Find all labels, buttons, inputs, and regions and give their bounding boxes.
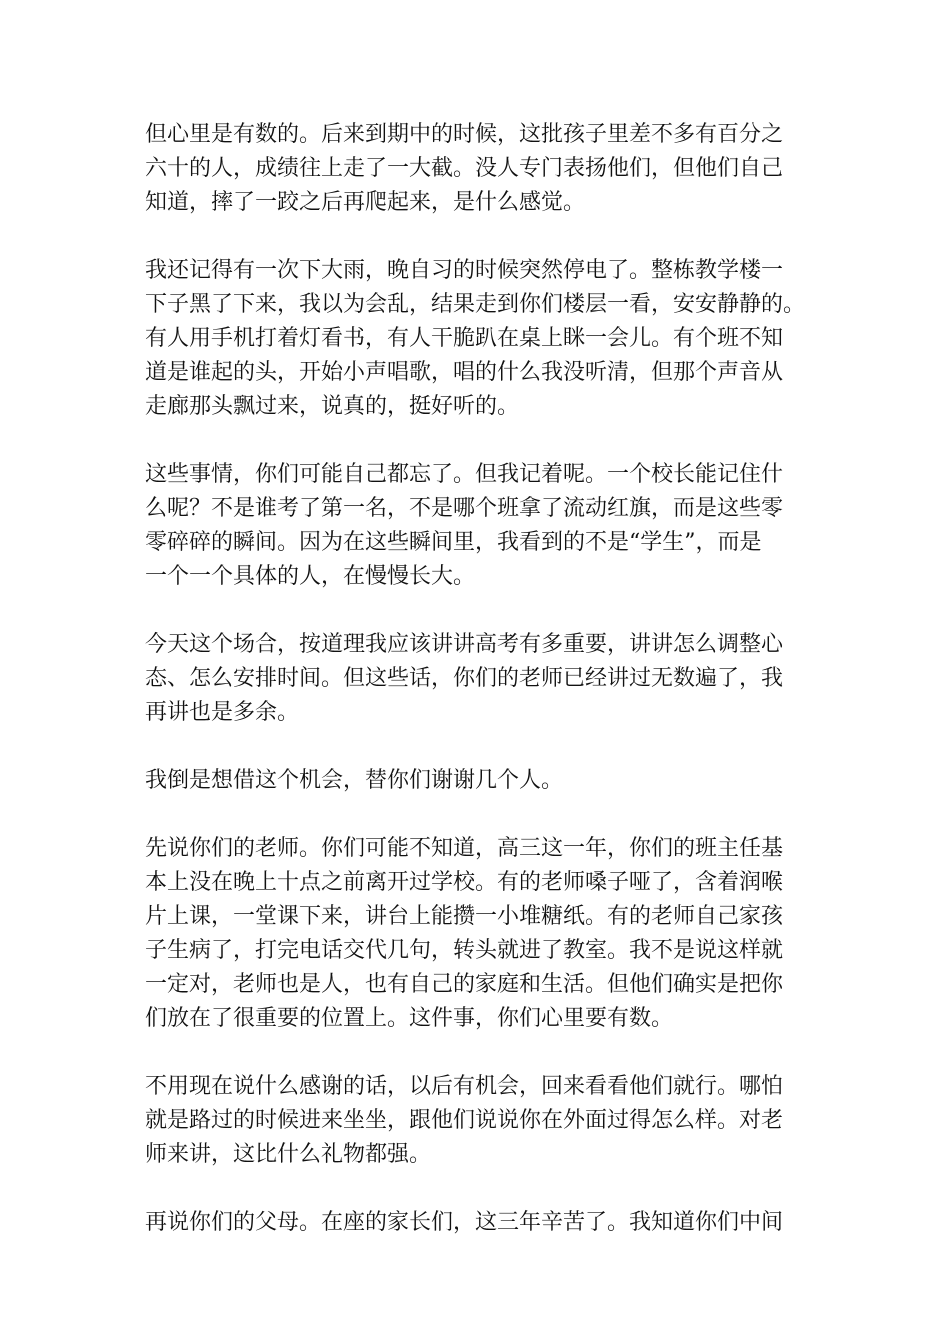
paragraph [145, 628, 805, 730]
paragraph-line: 们放在了很重要的位置上。这件事，你们心里要有数。 [145, 1006, 674, 1031]
paragraph-line: 么呢？不是谁考了第一名，不是哪个班拿了流动红旗，而是这些零 [145, 496, 784, 521]
paragraph-line: 先说你们的老师。你们可能不知道，高三这一年，你们的班主任基 [145, 836, 784, 861]
paragraph-line: 我倒是想借这个机会，替你们谢谢几个人。 [145, 768, 564, 793]
paragraph-line: 再说你们的父母。在座的家长们，这三年辛苦了。我知道你们中间 [145, 1210, 784, 1235]
paragraph [145, 1070, 805, 1172]
paragraph-line: 下子黑了下来，我以为会乱，结果走到你们楼层一看，安安静静的。 [145, 292, 806, 317]
paragraph-line: 子生病了，打完电话交代几句，转头就进了教室。我不是说这样就 [145, 938, 784, 963]
paragraph-line: 师来讲，这比什么礼物都强。 [145, 1142, 432, 1167]
paragraph-line: 本上没在晚上十点之前离开过学校。有的老师嗓子哑了，含着润喉 [145, 870, 784, 895]
paragraph-line: 再讲也是多余。 [145, 700, 300, 725]
paragraph [145, 458, 805, 594]
paragraph-line: 不用现在说什么感谢的话，以后有机会，回来看看他们就行。哪怕 [145, 1074, 784, 1099]
paragraph-line: 片上课，一堂课下来，讲台上能攒一小堆糖纸。有的老师自己家孩 [145, 904, 784, 929]
paragraph-line: 六十的人，成绩往上走了一大截。没人专门表扬他们，但他们自己 [145, 156, 784, 181]
paragraph [145, 832, 805, 1036]
paragraph [145, 254, 805, 424]
paragraph-line: 零碎碎的瞬间。因为在这些瞬间里，我看到的不是“学生”，而是 [145, 530, 762, 555]
paragraph-line: 知道，摔了一跤之后再爬起来，是什么感觉。 [145, 190, 586, 215]
paragraph-line: 走廊那头飘过来，说真的，挺好听的。 [145, 394, 520, 419]
paragraph-line: 态、怎么安排时间。但这些话，你们的老师已经讲过无数遍了，我 [145, 666, 784, 691]
paragraph-line: 道是谁起的头，开始小声唱歌，唱的什么我没听清，但那个声音从 [145, 360, 784, 385]
paragraph-line: 今天这个场合，按道理我应该讲讲高考有多重要，讲讲怎么调整心 [145, 632, 784, 657]
paragraph-line: 就是路过的时候进来坐坐，跟他们说说你在外面过得怎么样。对老 [145, 1108, 784, 1133]
paragraph-line: 但心里是有数的。后来到期中的时候，这批孩子里差不多有百分之 [145, 122, 784, 147]
document-body [145, 118, 805, 1274]
paragraph [145, 1206, 805, 1240]
paragraph-line: 我还记得有一次下大雨，晚自习的时候突然停电了。整栋教学楼一 [145, 258, 784, 283]
paragraph-line: 这些事情，你们可能自己都忘了。但我记着呢。一个校长能记住什 [145, 462, 784, 487]
paragraph-line: 一定对，老师也是人，也有自己的家庭和生活。但他们确实是把你 [145, 972, 784, 997]
paragraph-line: 有人用手机打着灯看书，有人干脆趴在桌上眯一会儿。有个班不知 [145, 326, 784, 351]
paragraph [145, 118, 805, 220]
paragraph [145, 764, 805, 798]
paragraph-line: 一个一个具体的人，在慢慢长大。 [145, 564, 476, 589]
